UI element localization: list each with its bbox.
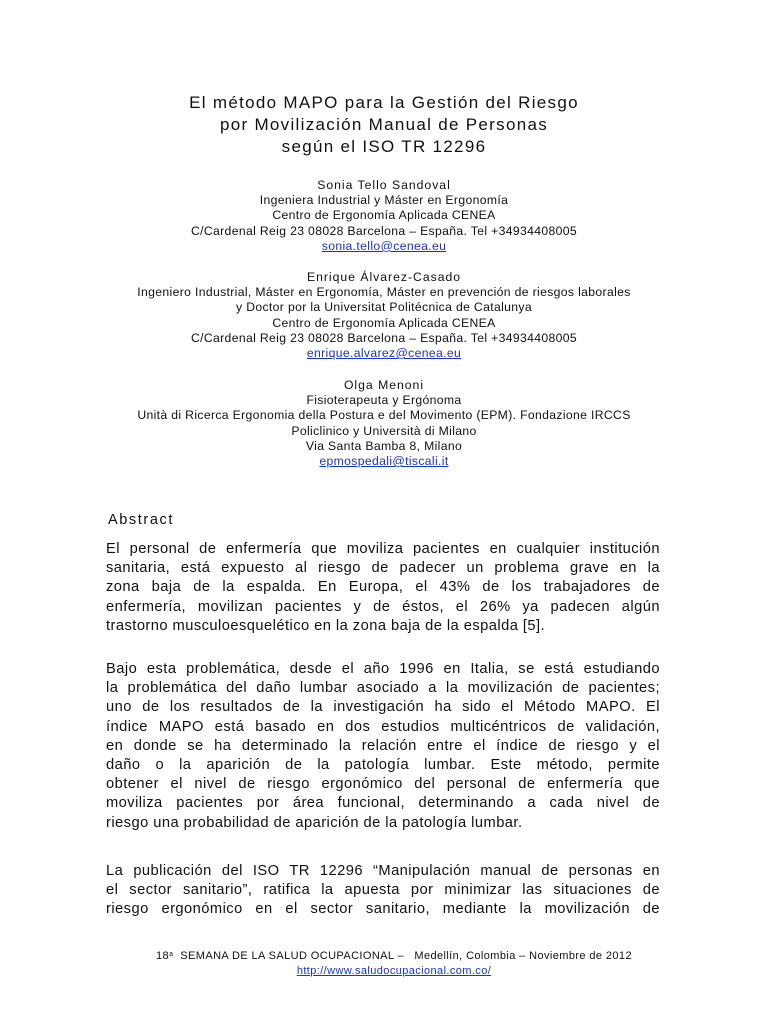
paragraph-line: La publicación del ISO TR 12296 “Manipulación manual de personas en: [106, 863, 660, 879]
paragraph-line: trastorno musculoesquelético en la zona baja de la espalda [5].: [106, 617, 546, 634]
paragraph-line: sanitaria, está expuesto al riesgo de padecer un problema grave en la: [106, 560, 660, 577]
footer-edition-suffix: a: [169, 951, 174, 958]
paragraph-line: índice MAPO está basado en dos estudios multicéntricos de validación,: [106, 718, 660, 735]
author-affiliation-line: Ingeniera Industrial y Máster en Ergonomía: [259, 193, 509, 208]
title-line-1: El método MAPO para la Gestión del Riesgo: [189, 93, 579, 112]
author-affiliation-line: Policlinico y Università di Milano: [291, 423, 477, 438]
author-affiliation-line: Fisioterapeuta y Ergónoma: [306, 393, 462, 408]
author-affiliation-line: Unità di Ricerca Ergonomia della Postura e del Movimento (EPM). Fondazione IRCCS: [137, 408, 631, 423]
paragraph-line: Bajo esta problemática, desde el año 1996 en Italia, se está estudiando: [106, 661, 660, 677]
author-block-1: [0, 178, 768, 254]
author-name: Olga Menoni: [343, 378, 425, 392]
paragraph-line: El personal de enfermería que moviliza pacientes en cualquier institución: [106, 541, 660, 557]
paragraph-line: enfermería, movilizan pacientes y de éstos, el 26% ya padecen algún: [106, 598, 660, 615]
paragraph-line: riesgo ergonómico en el sector sanitario, mediante la movilización de: [106, 901, 660, 918]
footer-url-link[interactable]: http://www.saludocupacional.com.co/: [296, 965, 492, 977]
abstract-paragraph-1: [106, 540, 660, 636]
paragraph-line: zona baja de la espalda. En Europa, el 43% de los trabajadores de: [106, 579, 660, 596]
footer-location: Medellín, Colombia – Noviembre de 2012: [414, 950, 632, 962]
author-affiliation-line: C/Cardenal Reig 23 08028 Barcelona – España. Tel +34934408005: [190, 330, 577, 345]
paragraph-line: daño o la aparición de la patología lumbar. Este método, permite: [106, 757, 660, 774]
author-affiliation-line: Via Santa Bamba 8, Milano: [305, 438, 463, 453]
title-line-2: por Movilización Manual de Personas: [219, 115, 549, 134]
author-block-2: [0, 270, 768, 361]
page-footer: [0, 949, 768, 979]
author-affiliation-line: y Doctor por la Universitat Politécnica de Catalunya: [236, 300, 532, 315]
paragraph-line: uno de los resultados de la investigación ha sido el Método MAPO. El: [106, 699, 660, 716]
title-line-3: según el ISO TR 12296: [281, 137, 487, 156]
paper-title: [0, 92, 768, 158]
author-affiliation-line: Centro de Ergonomía Aplicada CENEA: [272, 315, 496, 330]
paragraph-line: la problemática del daño lumbar asociado a la movilización de pacientes;: [106, 680, 660, 697]
paragraph-line: moviliza pacientes por área funcional, determinando a cada nivel de: [106, 795, 660, 812]
abstract-paragraph-3: [106, 862, 660, 920]
footer-event-line: [0, 949, 768, 964]
footer-event: SEMANA DE LA SALUD OCUPACIONAL –: [180, 950, 404, 962]
abstract-paragraph-2: [106, 660, 660, 833]
author-email-link[interactable]: sonia.tello@cenea.eu: [321, 238, 447, 253]
author-email-link[interactable]: enrique.alvarez@cenea.eu: [306, 346, 462, 361]
author-affiliation-line: Centro de Ergonomía Aplicada CENEA: [272, 208, 496, 223]
paragraph-line: obtener el nivel de riesgo ergonómico del personal de enfermería que: [106, 776, 660, 793]
footer-edition-number: 18: [156, 950, 170, 962]
author-block-3: [0, 378, 768, 469]
author-name: Sonia Tello Sandoval: [317, 178, 451, 192]
paragraph-line: en donde se ha determinado la relación entre el índice de riesgo y el: [106, 737, 660, 754]
abstract-heading: Abstract: [108, 512, 174, 528]
paragraph-line: el sector sanitario”, ratifica la apuesta por minimizar las situaciones de: [106, 882, 660, 899]
paragraph-line: riesgo una probabilidad de aparición de la patología lumbar.: [106, 814, 523, 831]
author-name: Enrique Álvarez-Casado: [306, 270, 462, 284]
author-email-link[interactable]: epmospedali@tiscali.it: [319, 454, 449, 469]
author-affiliation-line: C/Cardenal Reig 23 08028 Barcelona – España. Tel +34934408005: [190, 223, 577, 238]
author-affiliation-line: Ingeniero Industrial, Máster en Ergonomía, Máster en prevención de riesgos laborales: [137, 285, 631, 300]
